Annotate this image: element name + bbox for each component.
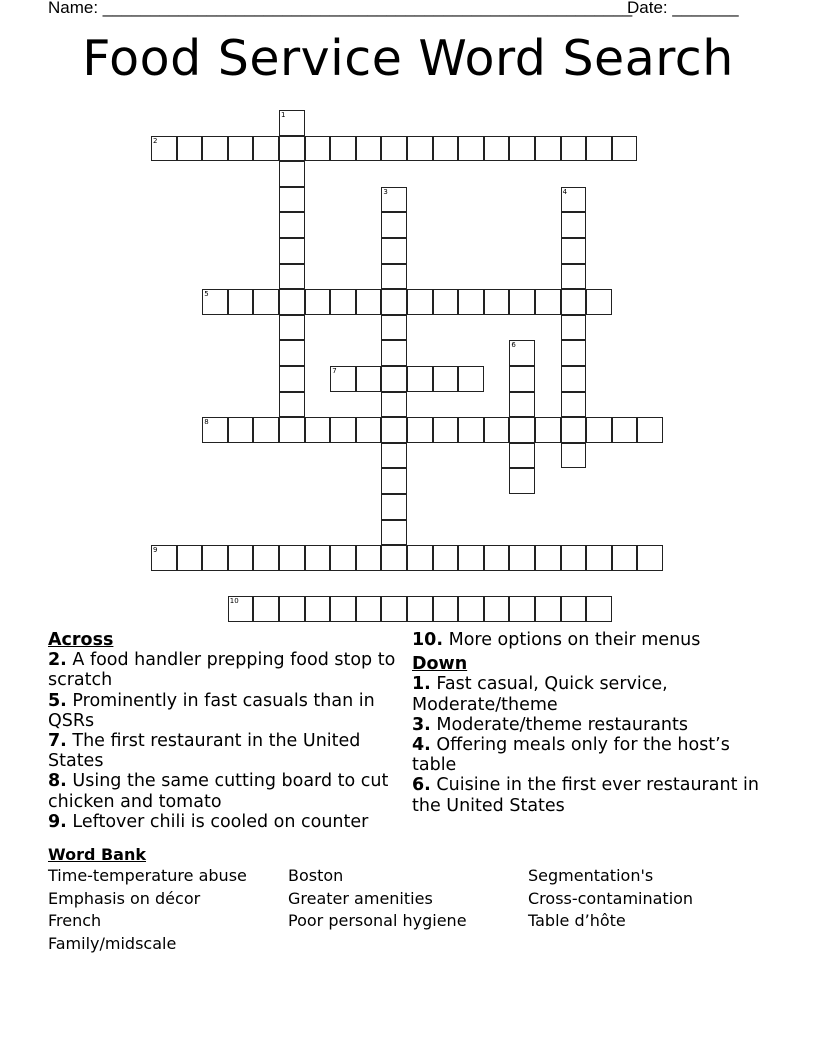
crossword-cell[interactable] xyxy=(279,366,305,392)
crossword-cell[interactable] xyxy=(381,392,407,418)
clue-text: Leftover chili is cooled on counter xyxy=(72,811,369,832)
crossword-cell[interactable] xyxy=(509,417,535,443)
crossword-cell[interactable] xyxy=(535,596,561,622)
crossword-cell[interactable] xyxy=(535,289,561,315)
crossword-cell[interactable] xyxy=(279,187,305,213)
crossword-cell[interactable] xyxy=(458,136,484,162)
crossword-cell[interactable] xyxy=(433,417,459,443)
crossword-cell[interactable] xyxy=(305,289,331,315)
clue-number: 9. xyxy=(48,811,67,832)
page-title: Food Service Word Search xyxy=(82,30,734,87)
word-bank-heading: Word Bank xyxy=(48,845,147,864)
clue-text: Using the same cutting board to cut chicken and tomato xyxy=(48,771,389,812)
crossword-cell[interactable] xyxy=(458,417,484,443)
crossword-cell[interactable] xyxy=(356,136,382,162)
crossword-cell[interactable] xyxy=(407,366,433,392)
crossword-cell[interactable] xyxy=(253,289,279,315)
crossword-cell[interactable] xyxy=(561,136,587,162)
crossword-cell[interactable] xyxy=(535,417,561,443)
clue-number: 10. xyxy=(412,630,444,650)
crossword-cell[interactable] xyxy=(637,417,663,443)
word-bank-item: Poor personal hygiene xyxy=(288,911,467,930)
crossword-cell[interactable] xyxy=(407,596,433,622)
name-field[interactable]: Name: ________________________________________________________ xyxy=(48,0,633,17)
date-field[interactable]: Date: _______ xyxy=(627,0,739,17)
crossword-cell[interactable] xyxy=(381,468,407,494)
crossword-cell[interactable] xyxy=(279,136,305,162)
crossword-cell[interactable] xyxy=(484,289,510,315)
word-bank-item: Family/midscale xyxy=(48,933,177,953)
crossword-cell[interactable] xyxy=(586,289,612,315)
clue-number: 4. xyxy=(412,735,431,756)
crossword-cell[interactable] xyxy=(356,366,382,392)
crossword-cell[interactable] xyxy=(484,596,510,622)
crossword-cell[interactable] xyxy=(381,494,407,520)
crossword-cell[interactable] xyxy=(381,187,407,213)
crossword-cell[interactable] xyxy=(535,136,561,162)
clue-number-label: 8 xyxy=(204,418,209,427)
crossword-cell[interactable] xyxy=(279,238,305,264)
clue-text: Offering meals only for the host’s table xyxy=(412,735,730,776)
clue-number: 6. xyxy=(412,775,431,796)
crossword-cell[interactable] xyxy=(561,315,587,341)
down-heading: Down xyxy=(412,654,468,675)
crossword-cell[interactable] xyxy=(586,545,612,571)
clue-down-3 xyxy=(412,715,762,735)
clue-across-9 xyxy=(48,812,398,832)
crossword-cell[interactable] xyxy=(202,136,228,162)
crossword-cell[interactable] xyxy=(228,545,254,571)
clue-text: A food handler prepping food stop to scratch xyxy=(48,650,396,691)
crossword-cell[interactable] xyxy=(561,366,587,392)
clue-number-label: 4 xyxy=(562,187,568,196)
crossword-cell[interactable] xyxy=(228,289,254,315)
crossword-cell[interactable] xyxy=(381,340,407,366)
crossword-cell[interactable] xyxy=(381,417,407,443)
clue-number: 5. xyxy=(48,690,67,711)
crossword-cell[interactable] xyxy=(407,136,433,162)
crossword-cell[interactable] xyxy=(202,545,228,571)
crossword-cell[interactable] xyxy=(356,417,382,443)
crossword-cell[interactable] xyxy=(279,289,305,315)
crossword-cell[interactable] xyxy=(509,545,535,571)
crossword-cell[interactable] xyxy=(151,545,177,571)
clue-text: Fast casual, Quick service, Moderate/theme xyxy=(412,674,668,715)
crossword-cell[interactable] xyxy=(381,238,407,264)
crossword-cell[interactable] xyxy=(202,417,228,443)
crossword-cell[interactable] xyxy=(279,417,305,443)
crossword-cell[interactable] xyxy=(407,417,433,443)
clues-left-column xyxy=(48,630,398,832)
crossword-cell[interactable] xyxy=(279,596,305,622)
crossword-cell[interactable] xyxy=(561,392,587,418)
crossword-cell[interactable] xyxy=(407,545,433,571)
crossword-cell[interactable] xyxy=(381,212,407,238)
crossword-cell[interactable] xyxy=(381,520,407,546)
crossword-cell[interactable] xyxy=(612,417,638,443)
clue-down-4 xyxy=(412,735,762,775)
clue-text: Moderate/theme restaurants xyxy=(436,714,688,735)
word-bank-item: Boston xyxy=(288,866,344,885)
crossword-cell[interactable] xyxy=(509,443,535,469)
crossword-cell[interactable] xyxy=(305,417,331,443)
crossword-cell[interactable] xyxy=(228,136,254,162)
clue-down-1 xyxy=(412,674,762,714)
clue-number-label: 5 xyxy=(204,290,209,299)
crossword-cell[interactable] xyxy=(484,545,510,571)
crossword-cell[interactable] xyxy=(586,417,612,443)
crossword-cell[interactable] xyxy=(279,264,305,290)
clue-number-label: 10 xyxy=(229,597,239,606)
crossword-cell[interactable] xyxy=(509,340,535,366)
crossword-cell[interactable] xyxy=(535,545,561,571)
clue-number-label: 3 xyxy=(383,187,388,196)
crossword-cell[interactable] xyxy=(330,417,356,443)
word-bank-item: Emphasis on décor xyxy=(48,888,201,908)
word-bank-item: Table d’hôte xyxy=(528,911,626,930)
crossword-cell[interactable] xyxy=(509,596,535,622)
crossword-cell[interactable] xyxy=(381,366,407,392)
crossword-cell[interactable] xyxy=(279,212,305,238)
crossword-cell[interactable] xyxy=(279,110,305,136)
crossword-cell[interactable] xyxy=(330,136,356,162)
crossword-cell[interactable] xyxy=(330,545,356,571)
crossword-cell[interactable] xyxy=(381,289,407,315)
clue-text: The first restaurant in the United States xyxy=(48,731,361,772)
crossword-cell[interactable] xyxy=(253,545,279,571)
crossword-cell[interactable] xyxy=(509,468,535,494)
crossword-cell[interactable] xyxy=(305,136,331,162)
crossword-cell[interactable] xyxy=(228,417,254,443)
crossword-cell[interactable] xyxy=(612,545,638,571)
crossword-cell[interactable] xyxy=(356,289,382,315)
clue-text: Cuisine in the first ever restaurant in the United States xyxy=(412,775,759,816)
clue-number-label: 2 xyxy=(153,136,158,145)
crossword-cell[interactable] xyxy=(458,545,484,571)
crossword-cell[interactable] xyxy=(381,596,407,622)
crossword-cell[interactable] xyxy=(356,596,382,622)
word-bank-item: Segmentation's xyxy=(528,866,654,885)
crossword-cell[interactable] xyxy=(253,596,279,622)
clue-number-label: 9 xyxy=(153,546,158,555)
crossword-cell[interactable] xyxy=(381,545,407,571)
crossword-cell[interactable] xyxy=(253,136,279,162)
crossword-cell[interactable] xyxy=(458,289,484,315)
crossword-cell[interactable] xyxy=(433,136,459,162)
crossword-cell[interactable] xyxy=(279,340,305,366)
crossword-cell[interactable] xyxy=(356,545,382,571)
clue-across-8 xyxy=(48,771,398,811)
crossword-cell[interactable] xyxy=(561,596,587,622)
crossword-cell[interactable] xyxy=(279,392,305,418)
clues-right-column xyxy=(412,630,762,816)
crossword-cell[interactable] xyxy=(509,392,535,418)
crossword-cell[interactable] xyxy=(279,315,305,341)
clue-number: 1. xyxy=(412,674,431,695)
crossword-cell[interactable] xyxy=(381,136,407,162)
crossword-cell[interactable] xyxy=(433,545,459,571)
crossword-cell[interactable] xyxy=(484,417,510,443)
crossword-cell[interactable] xyxy=(433,596,459,622)
crossword-cell[interactable] xyxy=(177,136,203,162)
clue-number: 3. xyxy=(412,714,431,735)
clue-number-label: 1 xyxy=(281,111,286,119)
clue-across-5 xyxy=(48,691,398,731)
crossword-cell[interactable] xyxy=(279,161,305,187)
crossword-cell[interactable] xyxy=(458,596,484,622)
crossword-cell[interactable] xyxy=(612,136,638,162)
crossword-cell[interactable] xyxy=(433,366,459,392)
clue-number: 8. xyxy=(48,771,67,792)
word-bank xyxy=(48,845,768,955)
crossword-cell[interactable] xyxy=(561,545,587,571)
crossword-cell[interactable] xyxy=(330,289,356,315)
crossword-cell[interactable] xyxy=(381,264,407,290)
clue-across-2 xyxy=(48,650,398,690)
clue-number-label: 7 xyxy=(332,367,337,375)
crossword-cell[interactable] xyxy=(509,366,535,392)
crossword-cell[interactable] xyxy=(330,596,356,622)
crossword-cell[interactable] xyxy=(407,289,433,315)
crossword-cell[interactable] xyxy=(561,264,587,290)
crossword-cell[interactable] xyxy=(228,596,254,622)
crossword-cell[interactable] xyxy=(202,289,228,315)
crossword-cell[interactable] xyxy=(586,136,612,162)
crossword-cell[interactable] xyxy=(381,315,407,341)
crossword-cell[interactable] xyxy=(561,417,587,443)
crossword-cell[interactable] xyxy=(305,545,331,571)
crossword-cell[interactable] xyxy=(509,136,535,162)
crossword-cell[interactable] xyxy=(279,545,305,571)
crossword-cell[interactable] xyxy=(253,417,279,443)
crossword-cell[interactable] xyxy=(561,212,587,238)
word-bank-item: French xyxy=(48,911,102,930)
clue-across-7 xyxy=(48,731,398,771)
clue-number: 2. xyxy=(48,650,67,671)
across-heading: Across xyxy=(48,630,114,650)
crossword-cell[interactable] xyxy=(561,443,587,469)
crossword-cell[interactable] xyxy=(561,340,587,366)
word-bank-list xyxy=(48,865,768,955)
crossword-cell[interactable] xyxy=(305,596,331,622)
word-bank-item: Cross-contamination xyxy=(528,888,694,908)
clue-number: 7. xyxy=(48,731,67,752)
clue-number-label: 6 xyxy=(511,341,516,350)
crossword-cell[interactable] xyxy=(177,545,203,571)
word-bank-item: Greater amenities xyxy=(288,888,433,908)
crossword-cell[interactable] xyxy=(458,366,484,392)
clue-across-10 xyxy=(412,630,762,650)
crossword-cell[interactable] xyxy=(151,136,177,162)
crossword-cell[interactable] xyxy=(561,289,587,315)
clue-text: More options on their menus xyxy=(448,630,701,650)
clue-text: Prominently in fast casuals than in QSRs xyxy=(48,690,375,731)
word-bank-item: Time-temperature abuse xyxy=(48,866,247,885)
crossword-cell[interactable] xyxy=(586,596,612,622)
crossword-cell[interactable] xyxy=(637,545,663,571)
crossword-cell[interactable] xyxy=(561,238,587,264)
clue-down-6 xyxy=(412,775,762,815)
crossword-cell[interactable] xyxy=(561,187,587,213)
crossword-cell[interactable] xyxy=(484,136,510,162)
crossword-cell[interactable] xyxy=(433,289,459,315)
crossword-cell[interactable] xyxy=(509,289,535,315)
crossword-cell[interactable] xyxy=(330,366,356,392)
crossword-cell[interactable] xyxy=(381,443,407,469)
